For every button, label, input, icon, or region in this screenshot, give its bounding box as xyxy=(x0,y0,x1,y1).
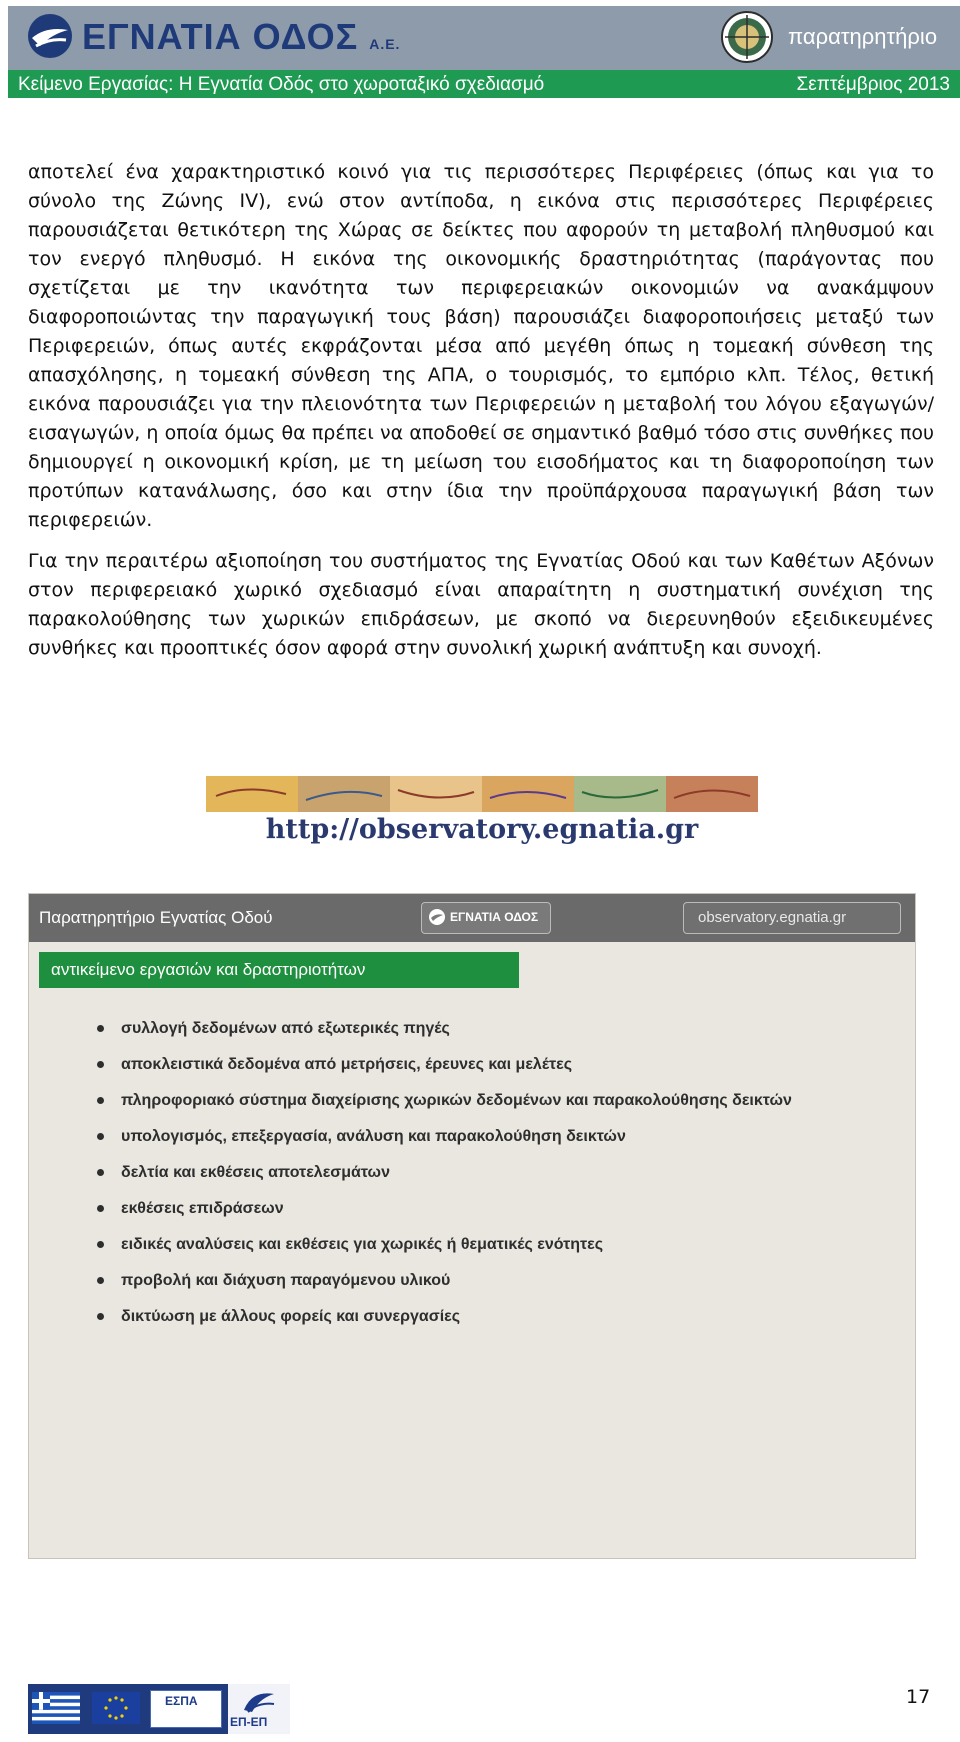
list-item xyxy=(121,1162,881,1184)
list-item xyxy=(121,1054,881,1076)
list-item-text: ειδικές αναλύσεις και εκθέσεις για χωρικές ή θεματικές ενότητες xyxy=(121,1236,604,1253)
list-item-text: δελτία και εκθέσεις αποτελεσμάτων xyxy=(121,1164,390,1181)
document-date: Σεπτέμβριος 2013 xyxy=(796,74,950,95)
body-paragraph: αποτελεί ένα χαρακτηριστικό κοινό για τις περισσότερες Περιφέρειες (όπως και για το σύνολο της Ζώνης IV), ενώ στον αντίποδα, η εικόνα στις περισσότερες Περιφέρειες παρουσιάζεται θετικότερη της Χώρας σε δείκτες που αφορούν τη μεταβολή πληθυσμού και τον ενεργό πληθυσμό. Η εικόνα της οικονομικής δραστηριότητας (παράγοντας που σχετίζεται με την ικανότητα των περιφερειακών οικονομιών να ανακάμψουν διαφοροποιώντας την παραγωγική τους βάση) παρουσιάζει διαφοροποιήσεις μεταξύ των Περιφερειών, όπως αυτές εκφράζονται μέσα από μεγέθη όπως η τομεακή σύνθεση της απασχόλησης, η τομεακή σύνθεση της ΑΠΑ, ο τουρισμός, το εμπόριο κλπ. Τέλος, θετική εικόνα παρουσιάζει για την πλειονότητα των Περιφερειών η μεταβολή του λόγου εξαγωγών/εισαγωγών, η οποία όμως θα πρέπει να αποδοθεί σε σημαντικό βαθμό τόσο στις συνθήκες που δημιουργεί η οικονομική κρίση, με τη μείωση του εισοδήματος και τη διαφοροποίηση των προτύπων κατανάλωσης, όσο και στην ίδια την προϋπάρχουσα παραγωγική βάση των περιφερειών. xyxy=(28,161,934,531)
list-item xyxy=(121,1270,881,1292)
bullet-icon xyxy=(97,1205,104,1212)
screenshot-logo-text: ΕΓΝΑΤΙΑ ΟΔΟΣ xyxy=(450,910,539,924)
list-item xyxy=(121,1234,881,1256)
list-item-text: εκθέσεις επιδράσεων xyxy=(121,1200,284,1217)
screenshot-logo-box xyxy=(421,902,551,934)
espa-logo xyxy=(150,1690,222,1728)
list-item-text: αποκλειστικά δεδομένα από μετρήσεις, έρευνες και μελέτες xyxy=(121,1056,573,1073)
egnatia-logo-icon xyxy=(26,12,74,60)
bullet-icon xyxy=(97,1313,104,1320)
page-header xyxy=(8,6,960,98)
epep-emblem-icon xyxy=(242,1688,276,1714)
logo-main: ΕΓΝΑΤΙΑ ΟΔΟΣ xyxy=(82,16,359,57)
list-item-text: συλλογή δεδομένων από εξωτερικές πηγές xyxy=(121,1020,450,1037)
screenshot-url-box xyxy=(683,902,901,934)
page-number: 17 xyxy=(906,1686,931,1708)
egnatia-small-logo-icon xyxy=(428,908,446,926)
epep-logo xyxy=(228,1684,290,1734)
list-item-text: πληροφοριακό σύστημα διαχείρισης χωρικών δεδομένων και παρακολούθησης δεικτών xyxy=(121,1092,792,1109)
header-top-band xyxy=(8,6,960,70)
body-paragraph: Για την περαιτέρω αξιοποίηση του συστήματος της Εγνατίας Οδού και των Καθέτων Αξόνων στον περιφερειακό χωρικό σχεδιασμό είναι απαραίτητη η συστηματική συνέχιση της παρακολούθησης των χωρικών επιδράσεων, με σκοπό να διερευνηθούν εξειδικευμένες συνθήκες και προοπτικές όσον αφορά στην συνολική χωρική ανάπτυξη και συνοχή. xyxy=(28,550,934,659)
list-item xyxy=(121,1126,881,1148)
map-thumbnails-strip xyxy=(206,776,758,812)
list-item-text: υπολογισμός, επεξεργασία, ανάλυση και παρακολούθηση δεικτών xyxy=(121,1128,626,1145)
observatory-url-link[interactable]: http://observatory.egnatia.gr xyxy=(265,814,699,845)
screenshot-heading-text: αντικείμενο εργασιών και δραστηριοτήτων xyxy=(51,960,366,979)
screenshot-top-bar xyxy=(29,894,915,942)
list-item xyxy=(121,1198,881,1220)
observatory-banner xyxy=(206,776,758,858)
greek-flag-icon xyxy=(32,1692,80,1724)
screenshot-title: Παρατηρητήριο Εγνατίας Οδού xyxy=(39,908,273,927)
eu-flag-icon xyxy=(92,1692,140,1724)
bullet-icon xyxy=(97,1277,104,1284)
document-subtitle: Κείμενο Εργασίας: Η Εγνατία Οδός στο χωροταξικό σχεδιασμό xyxy=(18,74,545,95)
observatory-website-screenshot xyxy=(28,893,916,1559)
bullet-icon xyxy=(97,1241,104,1248)
observatory-globe-icon xyxy=(720,10,774,64)
bullet-icon xyxy=(97,1097,104,1104)
bullet-icon xyxy=(97,1061,104,1068)
espa-label: ΕΣΠΑ xyxy=(165,1694,198,1708)
screenshot-url: observatory.egnatia.gr xyxy=(698,909,847,926)
footer-logos xyxy=(28,1684,290,1734)
section-title: παρατηρητήριο xyxy=(788,24,938,49)
main-content xyxy=(28,158,934,675)
header-subtitle-bar xyxy=(8,70,960,98)
logo-suffix: Α.Ε. xyxy=(369,36,401,52)
epep-label: ΕΠ-ΕΠ xyxy=(230,1715,268,1729)
activities-list xyxy=(121,1018,881,1342)
list-item xyxy=(121,1090,881,1112)
list-item xyxy=(121,1018,881,1040)
bullet-icon xyxy=(97,1169,104,1176)
bullet-icon xyxy=(97,1133,104,1140)
company-logo-text xyxy=(82,16,400,58)
screenshot-section-heading xyxy=(39,952,519,988)
list-item-text: δικτύωση με άλλους φορείς και συνεργασίες xyxy=(121,1308,461,1325)
bullet-icon xyxy=(97,1025,104,1032)
list-item-text: προβολή και διάχυση παραγόμενου υλικού xyxy=(121,1272,451,1289)
list-item xyxy=(121,1306,881,1328)
